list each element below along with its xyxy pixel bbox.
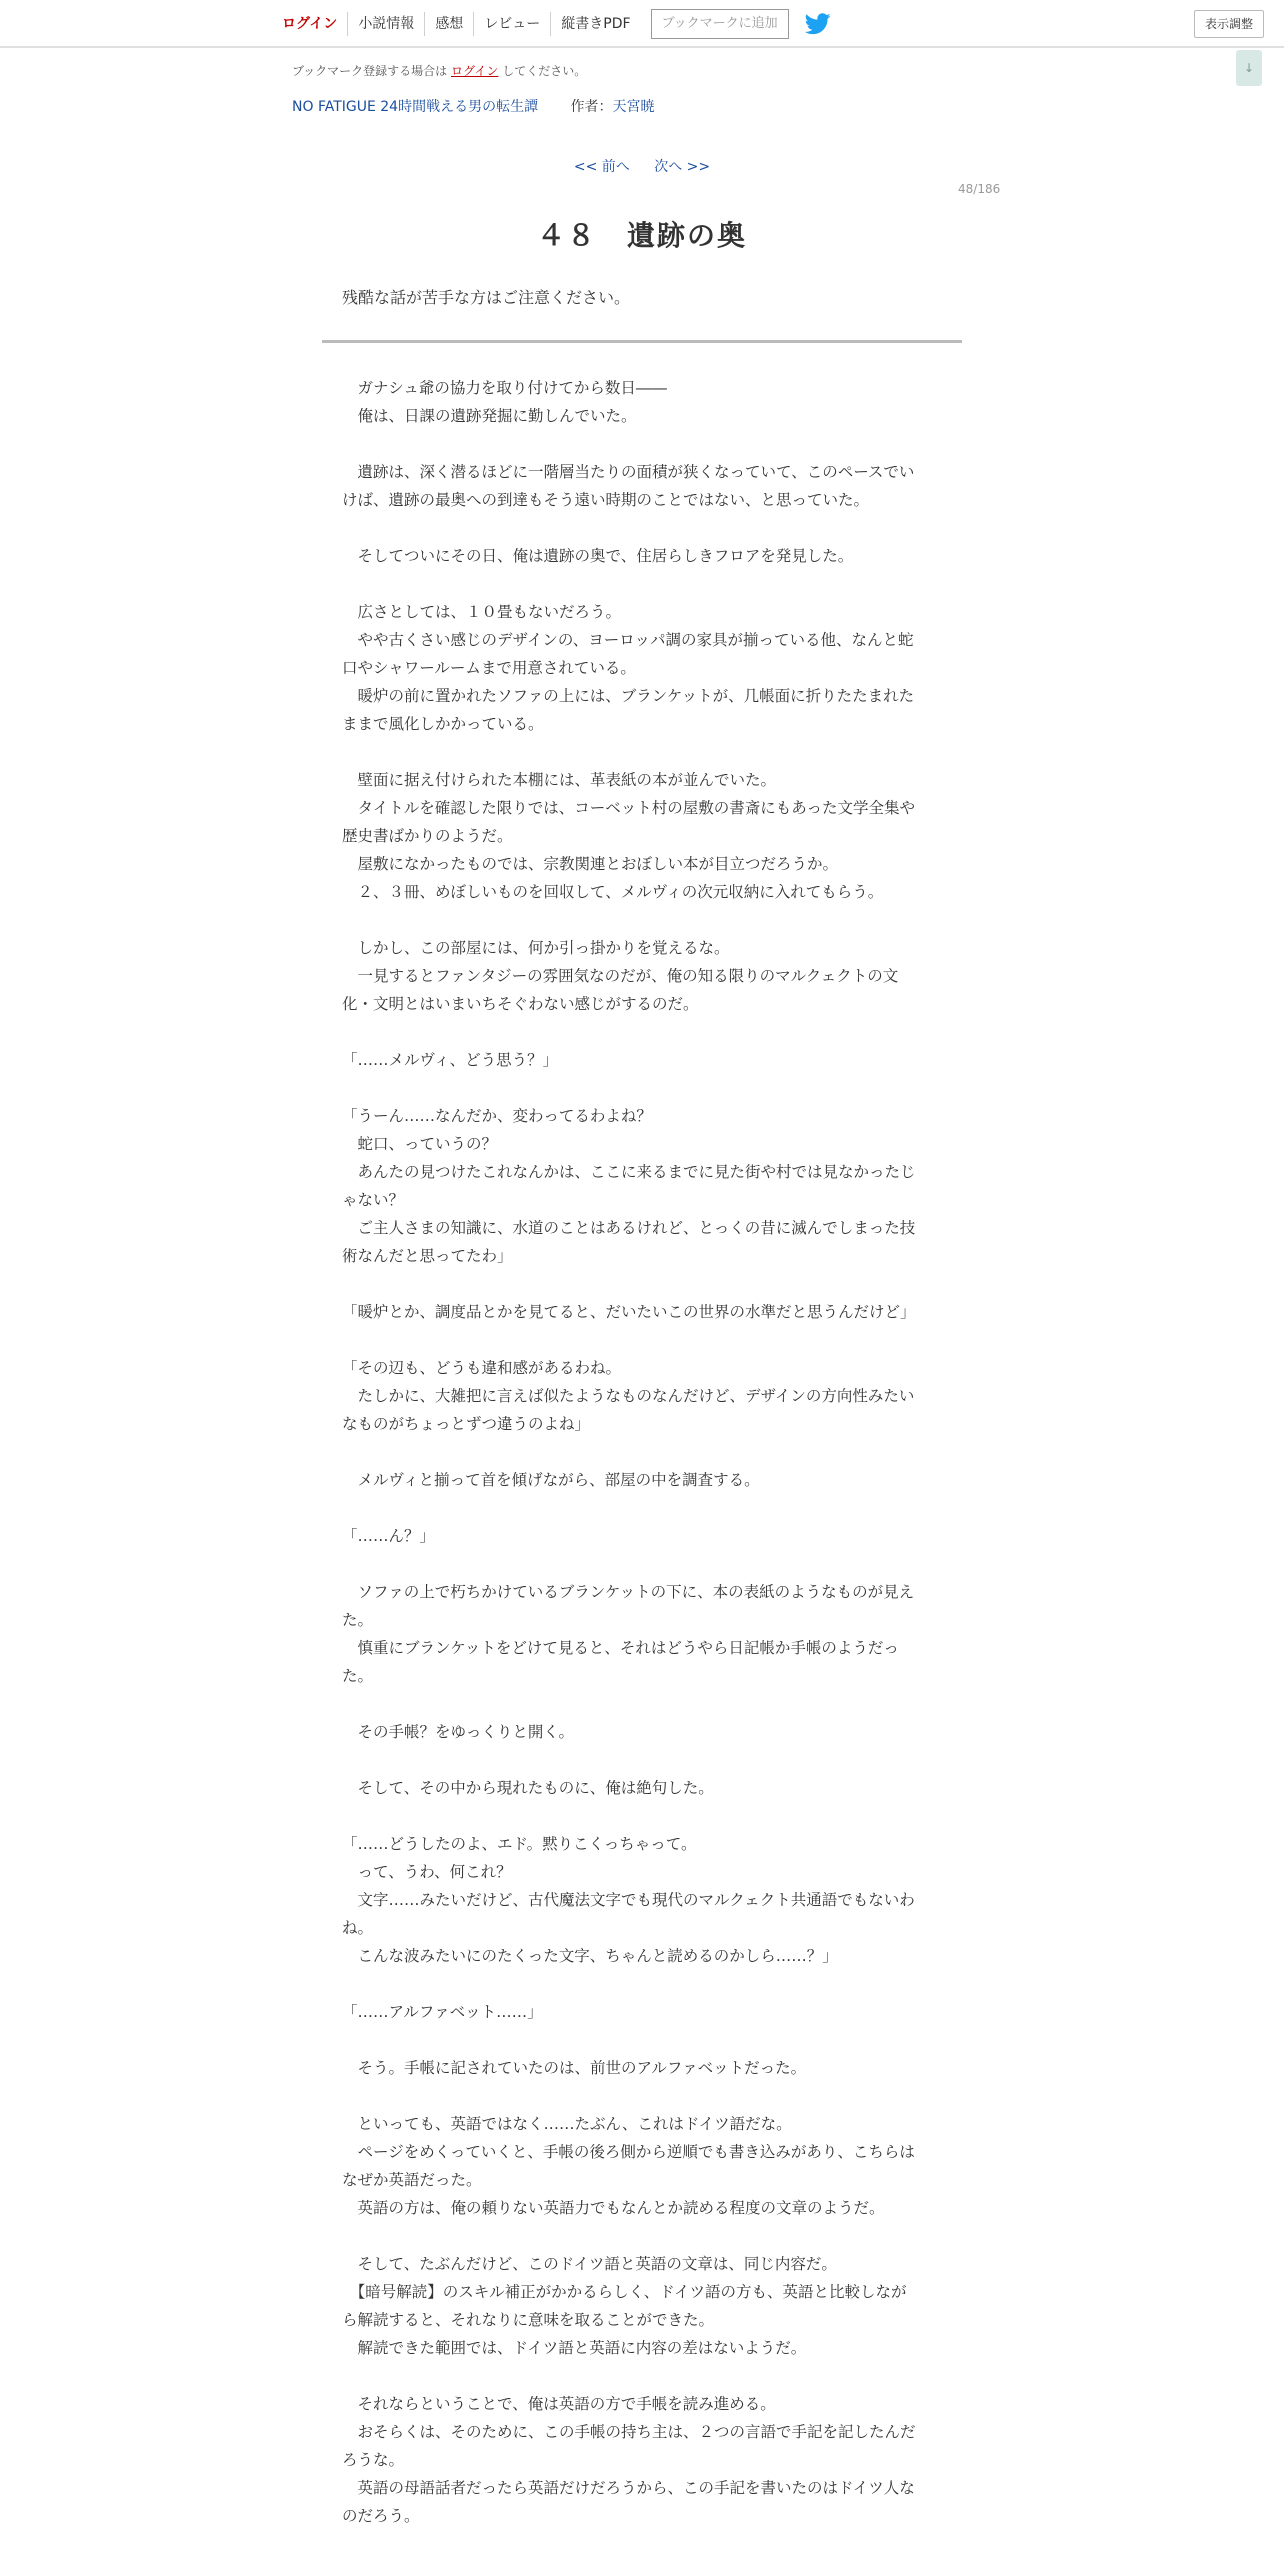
- body-line: 「……ん？」: [342, 1527, 436, 1545]
- body-line: ろうな。: [342, 2451, 405, 2469]
- main-nav: [272, 0, 831, 48]
- body-line: 俺は、日課の遺跡発掘に勤しんでいた。: [342, 407, 637, 425]
- review-link[interactable]: レビュー: [473, 12, 550, 36]
- bookmark-login-link[interactable]: ログイン: [451, 64, 499, 78]
- novel-title-link[interactable]: NO FATIGUE 24時間戦える男の転生譚: [292, 99, 539, 115]
- body-line: 化・文明とはいまいちそぐわない感じがするのだ。: [342, 995, 699, 1013]
- next-chapter-link[interactable]: 次へ >>: [654, 159, 711, 175]
- body-line: 解読できた範囲では、ドイツ語と英語に内容の差はないようだ。: [342, 2339, 807, 2357]
- body-line: [342, 1018, 942, 1046]
- display-settings-button[interactable]: 表示調整: [1194, 10, 1264, 38]
- scroll-down-button[interactable]: ↓: [1236, 50, 1262, 86]
- body-line: やや古くさい感じのデザインの、ヨーロッパ調の家具が揃っている他、なんと蛇: [342, 631, 914, 649]
- body-line: [342, 1326, 942, 1354]
- body-line: たしかに、大雑把に言えば似たようなものなんだけど、デザインの方向性みたい: [342, 1387, 915, 1405]
- body-line: 歴史書ばかりのようだ。: [342, 827, 513, 845]
- body-line: 遺跡は、深く潜るほどに一階層当たりの面積が狭くなっていて、このペースでい: [342, 463, 915, 481]
- body-line: って、うわ、何これ？: [342, 1863, 512, 1881]
- body-line: あんたの見つけたこれなんかは、ここに来るまでに見た街や村では見なかったじ: [342, 1163, 916, 1181]
- body-line: ら解読すると、それなりに意味を取ることができた。: [342, 2311, 715, 2329]
- login-link[interactable]: ログイン: [282, 16, 338, 32]
- body-line: [342, 2026, 942, 2054]
- add-bookmark-button[interactable]: ブックマークに追加: [651, 9, 789, 39]
- body-line: ２、３冊、めぼしいものを回収して、メルヴィの次元収納に入れてもらう。: [342, 883, 884, 901]
- body-line: 【暗号解読】のスキル補正がかかるらしく、ドイツ語の方も、英語と比較しなが: [342, 2283, 907, 2301]
- body-line: なものがちょっとずつ違うのよね」: [342, 1415, 591, 1433]
- body-line: タイトルを確認した限りでは、コーベット村の屋敷の書斎にもあった文学全集や: [342, 799, 916, 817]
- body-line: 広さとしては、１０畳もないだろう。: [342, 603, 622, 621]
- body-line: 蛇口、っていうの？: [342, 1135, 498, 1153]
- bookmark-login-note: [292, 62, 586, 79]
- body-line: [342, 1270, 942, 1298]
- body-line: [342, 1970, 942, 1998]
- body-line: 壁面に据え付けられた本棚には、革表紙の本が並んでいた。: [342, 771, 777, 789]
- chapter-title: ４８ 遺跡の奥: [536, 219, 747, 252]
- body-line: 術なんだと思ってたわ」: [342, 1247, 513, 1265]
- body-line: ガナシュ爺の協力を取り付けてから数日――: [342, 379, 667, 397]
- body-line: [342, 738, 942, 766]
- chapter-pager: [0, 156, 1284, 176]
- chapter-body: [342, 374, 942, 2530]
- body-line: なぜか英語だった。: [342, 2171, 482, 2189]
- preface-divider: [322, 340, 962, 343]
- body-line: た。: [342, 1667, 374, 1685]
- body-line: た。: [342, 1611, 374, 1629]
- body-line: [342, 2222, 942, 2250]
- body-line: [342, 2082, 942, 2110]
- body-line: 「……メルヴィ、どう思う？」: [342, 1051, 559, 1069]
- novel-info-link[interactable]: 小説情報: [347, 12, 424, 36]
- body-line: 文字……みたいだけど、古代魔法文字でも現代のマルクェクト共通語でもないわ: [342, 1891, 915, 1909]
- body-line: 英語の母語話者だったら英語だけだろうから、この手記を書いたのはドイツ人な: [342, 2479, 915, 2497]
- body-line: のだろう。: [342, 2507, 420, 2525]
- body-line: メルヴィと揃って首を傾げながら、部屋の中を調査する。: [342, 1471, 760, 1489]
- body-line: 慎重にブランケットをどけて見ると、それはどうやら日記帳か手帳のようだっ: [342, 1639, 899, 1657]
- novel-info: [292, 96, 655, 116]
- body-line: [342, 1746, 942, 1774]
- bookmark-note-after: してください。: [502, 64, 587, 78]
- body-line: といっても、英語ではなく……たぶん、これはドイツ語だな。: [342, 2115, 792, 2133]
- body-line: 「暖炉とか、調度品とかを見てると、だいたいこの世界の水準だと思うんだけど」: [342, 1303, 916, 1321]
- body-line: こんな波みたいにのたくった文字、ちゃんと読めるのかしら……？」: [342, 1947, 838, 1965]
- body-line: [342, 906, 942, 934]
- body-line: [342, 514, 942, 542]
- body-line: ご主人さまの知識に、水道のことはあるけれど、とっくの昔に滅んでしまった技: [342, 1219, 916, 1237]
- chapter-count: 48/186: [958, 182, 1001, 196]
- body-line: [342, 1550, 942, 1578]
- body-line: 「……アルファベット……」: [342, 2003, 543, 2021]
- body-line: 「うーん……なんだか、変わってるわよね？: [342, 1107, 652, 1125]
- body-line: ままで風化しかかっている。: [342, 715, 544, 733]
- body-line: そして、その中から現れたものに、俺は絶句した。: [342, 1779, 714, 1797]
- body-line: [342, 1494, 942, 1522]
- twitter-icon[interactable]: [805, 13, 831, 35]
- vertical-pdf-link[interactable]: 縦書きPDF: [550, 12, 640, 36]
- impressions-link[interactable]: 感想: [424, 12, 473, 36]
- prev-chapter-link[interactable]: << 前へ: [573, 159, 630, 175]
- body-line: [342, 1438, 942, 1466]
- body-line: その手帳？をゆっくりと開く。: [342, 1723, 575, 1741]
- body-line: おそらくは、そのために、この手帳の持ち主は、２つの言語で手記を記したんだ: [342, 2423, 916, 2441]
- body-line: 口やシャワールームまで用意されている。: [342, 659, 636, 677]
- author-label: 作者：: [570, 99, 613, 115]
- bookmark-note-before: ブックマーク登録する場合は: [292, 64, 448, 78]
- body-line: [342, 430, 942, 458]
- body-line: そう。手帳に記されていたのは、前世のアルファベットだった。: [342, 2059, 807, 2077]
- body-line: [342, 1690, 942, 1718]
- top-navigation-bar: [0, 0, 1284, 48]
- author-link[interactable]: 天宮暁: [612, 99, 655, 115]
- body-line: 一見するとファンタジーの雰囲気なのだが、俺の知る限りのマルクェクトの文: [342, 967, 899, 985]
- body-line: 「……どうしたのよ、エド。黙りこくっちゃって。: [342, 1835, 697, 1853]
- body-line: そしてついにその日、俺は遺跡の奥で、住居らしきフロアを発見した。: [342, 547, 854, 565]
- body-line: そして、たぶんだけど、このドイツ語と英語の文章は、同じ内容だ。: [342, 2255, 837, 2273]
- body-line: [342, 2362, 942, 2390]
- body-line: それならということで、俺は英語の方で手帳を読み進める。: [342, 2395, 776, 2413]
- body-line: [342, 1074, 942, 1102]
- body-line: 英語の方は、俺の頼りない英語力でもなんとか読める程度の文章のようだ。: [342, 2199, 885, 2217]
- body-line: しかし、この部屋には、何か引っ掛かりを覚えるな。: [342, 939, 730, 957]
- body-line: 屋敷になかったものでは、宗教関連とおぼしい本が目立つだろうか。: [342, 855, 839, 873]
- body-line: けば、遺跡の最奥への到達もそう遠い時期のことではない、と思っていた。: [342, 491, 870, 509]
- body-line: 暖炉の前に置かれたソファの上には、ブランケットが、几帳面に折りたたまれた: [342, 687, 915, 705]
- body-line: ソファの上で朽ちかけているブランケットの下に、本の表紙のようなものが見え: [342, 1583, 915, 1601]
- body-line: 「その辺も、どうも違和感があるわね。: [342, 1359, 622, 1377]
- chapter-preface: 残酷な話が苦手な方はご注意ください。: [342, 288, 631, 307]
- body-line: ページをめくっていくと、手帳の後ろ側から逆順でも書き込みがあり、こちらは: [342, 2143, 915, 2161]
- body-line: [342, 570, 942, 598]
- body-line: ゃない？: [342, 1191, 405, 1209]
- body-line: ね。: [342, 1919, 374, 1937]
- body-line: [342, 1802, 942, 1830]
